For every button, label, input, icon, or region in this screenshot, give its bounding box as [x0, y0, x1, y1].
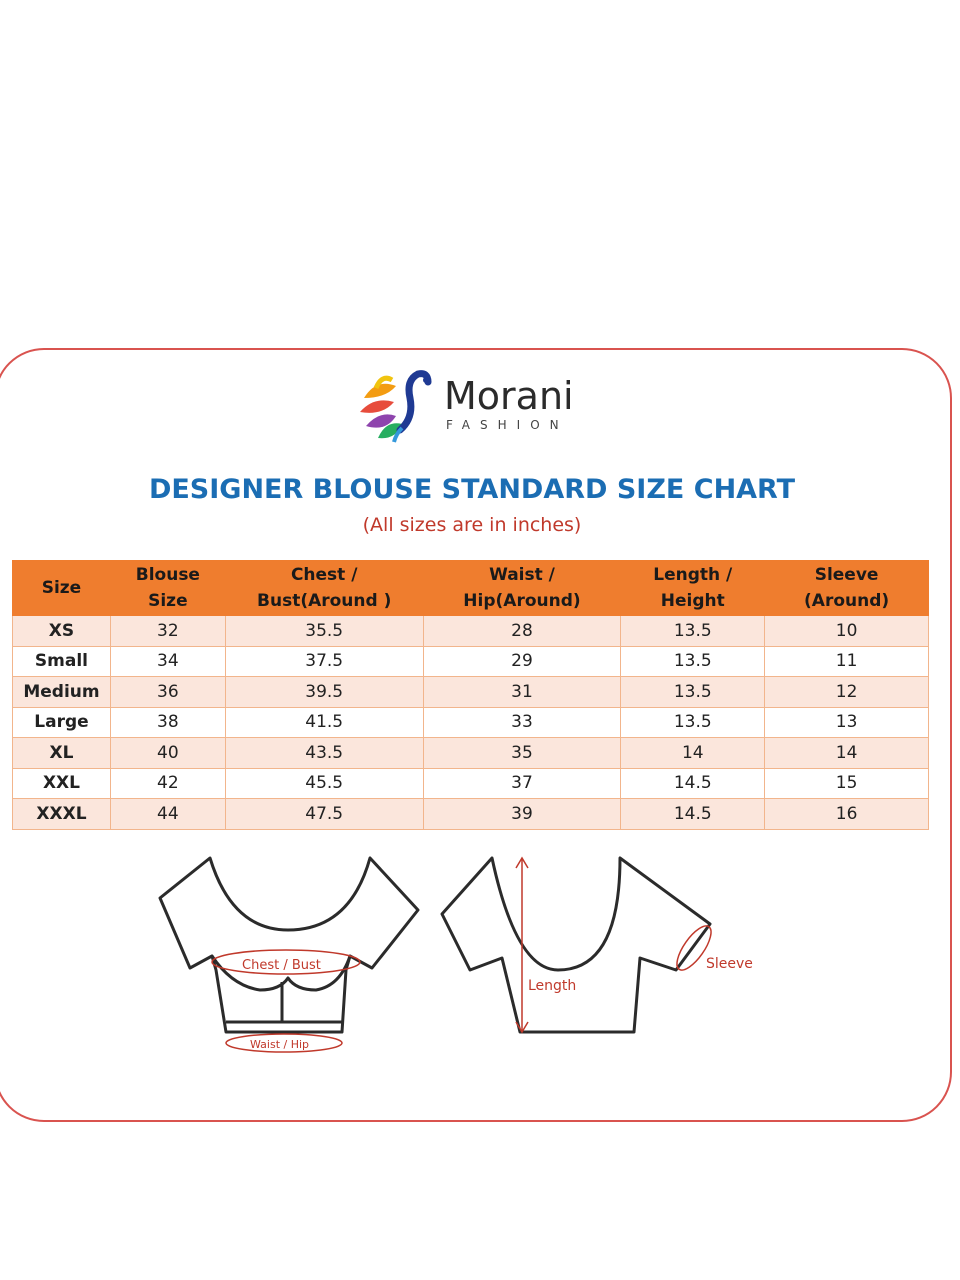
table-row: [13, 768, 929, 799]
table-cell: 13.5: [621, 707, 765, 738]
size-cell: Small: [13, 646, 111, 677]
table-cell: 13.5: [621, 616, 765, 647]
table-cell: 37: [423, 768, 621, 799]
table-row: [13, 707, 929, 738]
sleeve-label: Sleeve: [706, 956, 753, 972]
table-cell: 32: [110, 616, 225, 647]
table-cell: 16: [765, 799, 929, 830]
table-cell: 42: [110, 768, 225, 799]
size-cell: XXXL: [13, 799, 111, 830]
blouse-front-illustration: [160, 858, 418, 1032]
table-cell: 14.5: [621, 799, 765, 830]
table-cell: 13.5: [621, 677, 765, 708]
size-cell: Large: [13, 707, 111, 738]
table-cell: 13: [765, 707, 929, 738]
table-cell: 34: [110, 646, 225, 677]
table-cell: 31: [423, 677, 621, 708]
table-cell: 40: [110, 738, 225, 769]
length-label: Length: [528, 978, 577, 994]
waist-hip-label: Waist / Hip: [250, 1038, 310, 1051]
table-cell: 41.5: [225, 707, 423, 738]
blouse-measurement-diagram: [150, 850, 770, 1060]
brand-tagline: FASHION: [446, 418, 569, 432]
table-row: [13, 738, 929, 769]
table-row: [13, 799, 929, 830]
table-header-row: [13, 561, 929, 616]
header-waist-hip: Waist / Hip(Around): [423, 561, 621, 616]
table-cell: 14: [621, 738, 765, 769]
table-cell: 10: [765, 616, 929, 647]
table-cell: 39: [423, 799, 621, 830]
table-cell: 12: [765, 677, 929, 708]
header-sleeve: Sleeve (Around): [765, 561, 929, 616]
table-cell: 38: [110, 707, 225, 738]
brand-logo: [356, 368, 586, 446]
table-cell: 45.5: [225, 768, 423, 799]
table-cell: 43.5: [225, 738, 423, 769]
blouse-back-illustration: [442, 858, 710, 1032]
size-cell: XS: [13, 616, 111, 647]
brand-name: Morani: [444, 374, 574, 418]
table-cell: 11: [765, 646, 929, 677]
table-cell: 15: [765, 768, 929, 799]
page-subtitle: (All sizes are in inches): [362, 514, 582, 536]
page-title: DESIGNER BLOUSE STANDARD SIZE CHART: [148, 474, 796, 505]
table-row: [13, 616, 929, 647]
table-cell: 28: [423, 616, 621, 647]
header-length-height: Length / Height: [621, 561, 765, 616]
header-size: Size: [13, 561, 111, 616]
table-cell: 36: [110, 677, 225, 708]
chest-bust-label: Chest / Bust: [242, 958, 321, 973]
table-cell: 14: [765, 738, 929, 769]
table-cell: 29: [423, 646, 621, 677]
header-chest-bust: Chest / Bust(Around ): [225, 561, 423, 616]
table-cell: 47.5: [225, 799, 423, 830]
table-row: [13, 677, 929, 708]
size-cell: XXL: [13, 768, 111, 799]
peacock-logo-icon: [356, 368, 436, 446]
size-cell: XL: [13, 738, 111, 769]
table-cell: 44: [110, 799, 225, 830]
table-cell: 33: [423, 707, 621, 738]
table-cell: 35.5: [225, 616, 423, 647]
table-cell: 13.5: [621, 646, 765, 677]
header-blouse-size: Blouse Size: [110, 561, 225, 616]
table-cell: 39.5: [225, 677, 423, 708]
size-cell: Medium: [13, 677, 111, 708]
table-cell: 37.5: [225, 646, 423, 677]
table-cell: 35: [423, 738, 621, 769]
table-row: [13, 646, 929, 677]
size-table: [12, 560, 929, 830]
table-cell: 14.5: [621, 768, 765, 799]
